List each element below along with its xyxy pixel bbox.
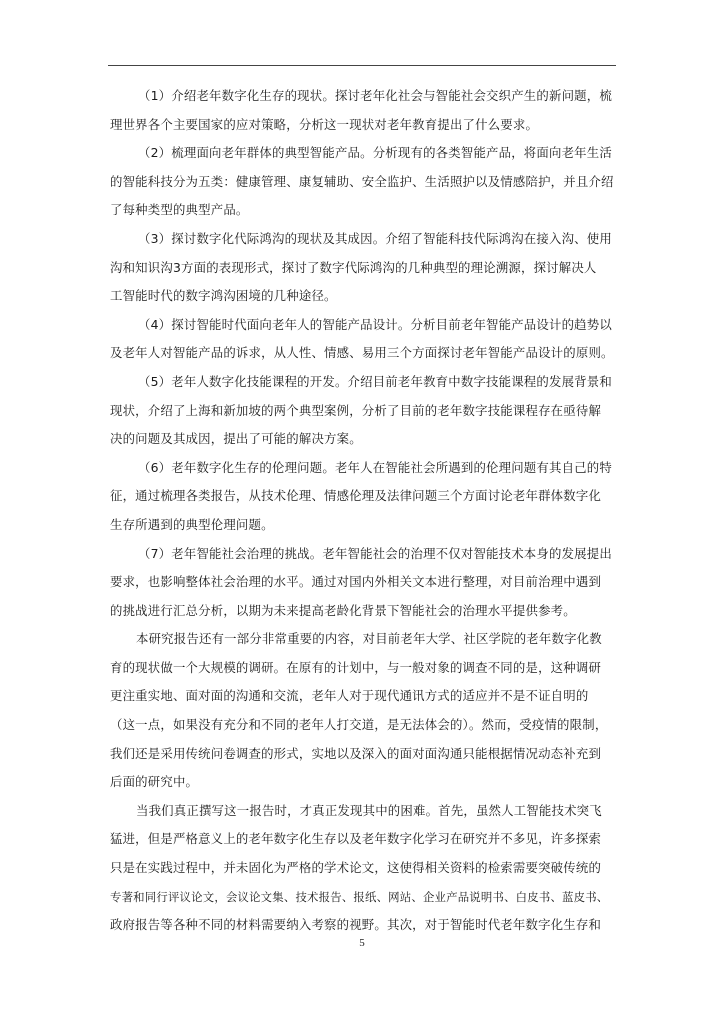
paragraph-line: 本研究报告还有一部分非常重要的内容，对目前老年大学、社区学院的老年数字化教	[136, 631, 602, 647]
paragraph-line: 现状，介绍了上海和新加坡的两个典型案例，分析了目前的老年数字技能课程存在亟待解	[110, 402, 602, 418]
paragraph-line: 后面的研究中。	[110, 774, 199, 790]
paragraph-line: （1）介绍老年数字化生存的现状。探讨老年化社会与智能社会交织产生的新问题，梳	[138, 88, 612, 103]
paragraph-line: 的智能科技分为五类：健康管理、康复辅助、安全监护、生活照护以及情感陪护，并且介绍	[110, 173, 614, 189]
paragraph-line: 更注重实地、面对面的沟通和交流，老年人对于现代通讯方式的适应并不是不证自明的	[110, 688, 589, 704]
paragraph-line: 了每种类型的典型产品。	[110, 202, 249, 218]
paragraph-line: 工智能时代的数字鸿沟困境的几种途径。	[110, 288, 337, 304]
paragraph-line: 生存所遇到的典型伦理问题。	[110, 516, 274, 532]
paragraph-line: 当我们真正撰写这一报告时，才真正发现其中的困难。首先，虽然人工智能技术突飞	[136, 802, 602, 818]
paragraph-line: 的挑战进行汇总分析，以期为未来提高老龄化背景下智能社会的治理水平提供参考。	[110, 602, 576, 618]
paragraph-line: （这一点，如果没有充分和不同的老年人打交道，是无法体会的）。然而，受疫情的限制，	[110, 717, 608, 733]
paragraph-line: 只是在实践过程中，并未固化为严格的学术论文，这使得相关资料的检索需要突破传统的	[110, 860, 602, 876]
paragraph-line: 沟和知识沟3方面的表现形式，探讨了数字代际鸿沟的几种典型的理论溯源，探讨解决人	[110, 259, 597, 275]
paragraph-line: 专著和同行评议论文，会议论文集、技术报告、报纸、网站、企业产品说明书、白皮书、蓝皮书、	[110, 889, 609, 904]
paragraph-line: （3）探讨数字化代际鸿沟的现状及其成因。介绍了智能科技代际鸿沟在接入沟、使用	[138, 230, 612, 246]
paragraph-line: （7）老年智能社会治理的挑战。老年智能社会的治理不仅对智能技术本身的发展提出	[138, 545, 612, 561]
paragraph-line: 我们还是采用传统问卷调查的形式，实地以及深入的面对面沟通只能根据情况动态补充到	[110, 745, 602, 761]
body-text	[110, 82, 616, 940]
paragraph-line: 决的问题及其成因，提出了可能的解决方案。	[110, 431, 362, 447]
paragraph-line: 政府报告等各种不同的材料需要纳入考察的视野。其次，对于智能时代老年数字化生存和	[110, 917, 602, 933]
paragraph-line: 育的现状做一个大规模的调研。在原有的计划中，与一般对象的调查不同的是，这种调研	[110, 659, 602, 675]
paragraph-line: 猛进，但是严格意义上的老年数字化生存以及老年数字化学习在研究并不多见，许多探索	[110, 831, 602, 847]
paragraph-line: （4）探讨智能时代面向老年人的智能产品设计。分析目前老年智能产品设计的趋势以	[138, 316, 612, 332]
paragraph-line: 征，通过梳理各类报告，从技术伦理、情感伦理及法律问题三个方面讨论老年群体数字化	[110, 488, 602, 504]
page-number: 5	[359, 937, 365, 949]
paragraph-line: （2）梳理面向老年群体的典型智能产品。分析现有的各类智能产品，将面向老年生活	[138, 145, 612, 161]
paragraph-line: 理世界各个主要国家的应对策略，分析这一现状对老年教育提出了什么要求。	[110, 116, 539, 132]
paragraph-line: 及老年人对智能产品的诉求，从人性、情感、易用三个方面探讨老年智能产品设计的原则。	[110, 345, 614, 361]
header-rule	[108, 65, 616, 66]
paragraph-line: （5）老年人数字化技能课程的开发。介绍目前老年教育中数字技能课程的发展背景和	[138, 373, 612, 389]
paragraph-line: 要求，也影响整体社会治理的水平。通过对国内外相关文本进行整理，对目前治理中遇到	[110, 574, 602, 590]
paragraph-line: （6）老年数字化生存的伦理问题。老年人在智能社会所遇到的伦理问题有其自己的特	[138, 459, 612, 475]
